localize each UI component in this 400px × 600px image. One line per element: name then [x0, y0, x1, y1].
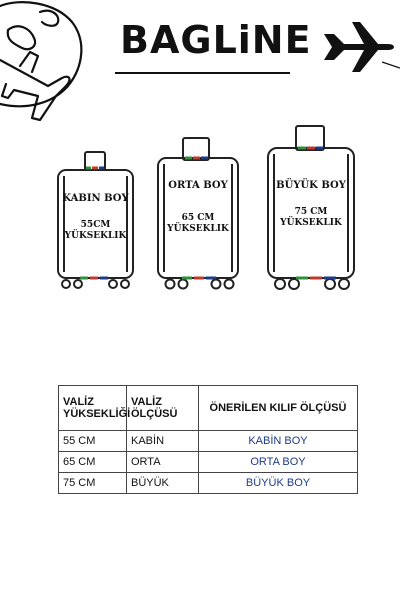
brand-logo: BAGLiNE [120, 18, 312, 62]
suitcase-name: BÜYÜK BOY [276, 180, 346, 191]
table-row [59, 452, 358, 473]
header-suitcase-height: VALİZ YÜKSEKLİĞİ [59, 386, 127, 431]
suitcase-small-label [58, 193, 133, 242]
brand-underline [115, 72, 290, 74]
cell-height: 75 CM [59, 473, 127, 494]
cell-size: ORTA [127, 452, 199, 473]
suitcase-name: ORTA BOY [168, 180, 228, 191]
size-table [58, 385, 358, 494]
suitcase-name: KABIN BOY [62, 193, 129, 204]
header-suitcase-size: VALİZ ÖLÇÜSÜ [127, 386, 199, 431]
cell-height: 65 CM [59, 452, 127, 473]
cell-size: KABİN [127, 431, 199, 452]
airplane-icon [320, 20, 400, 75]
cell-size: BÜYÜK [127, 473, 199, 494]
suitcase-large-label [268, 180, 354, 229]
table-row [59, 473, 358, 494]
cell-cover: ORTA BOY [199, 452, 358, 473]
suitcase-height-label: YÜKSEKLIK [167, 224, 229, 234]
suitcase-height: 75 CM [294, 207, 328, 217]
cell-cover: KABİN BOY [199, 431, 358, 452]
globe-airplane-icon [0, 0, 90, 125]
table-header-row [59, 386, 358, 431]
cell-height: 55 CM [59, 431, 127, 452]
suitcase-medium-label [158, 180, 238, 235]
header-recommended-cover: ÖNERİLEN KILIF ÖLÇÜSÜ [199, 386, 358, 431]
suitcase-height-label: YÜKSEKLIK [64, 231, 127, 241]
suitcase-height-label: YÜKSEKLIK [280, 218, 342, 228]
suitcase-height: 65 CM [181, 213, 215, 223]
cell-cover: BÜYÜK BOY [199, 473, 358, 494]
table-row [59, 431, 358, 452]
suitcase-height: 55CM [80, 220, 111, 230]
